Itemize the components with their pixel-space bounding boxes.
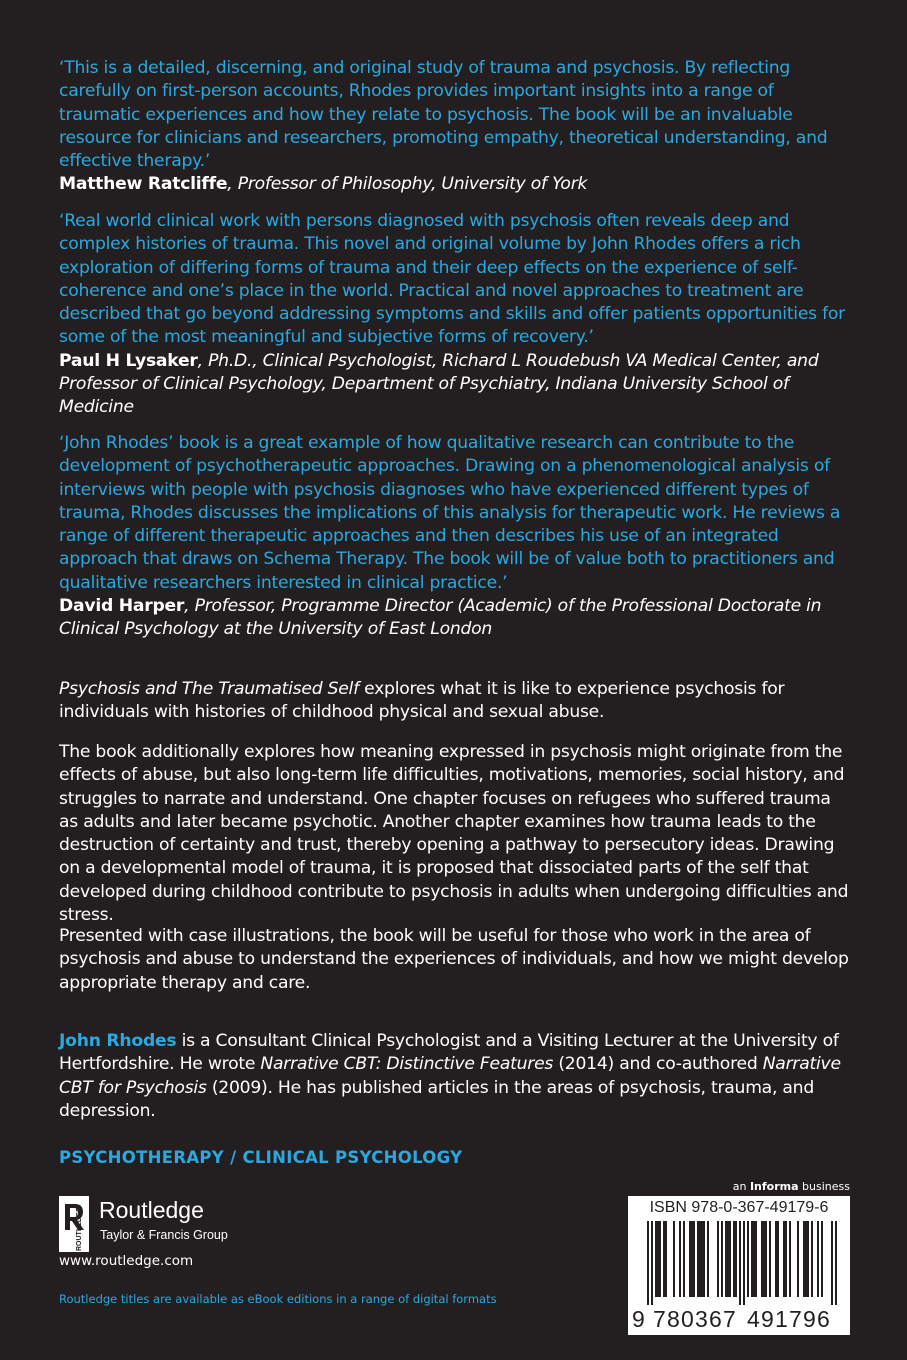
barcode-bar — [691, 1221, 693, 1297]
barcode-bar — [811, 1221, 813, 1297]
description-paragraph-2: The book additionally explores how meaning expressed in psychosis might originate from the effects of abuse, but also long-term life difficulties, motivations, memories, social history, and struggles to narrate and understand. One chapter focuses on refugees who suffered trauma as adults and later became psychotic. Another chapter examines how trauma leads to the destruction of certainty and trust, thereby opening a pathway to persecutory ideas. Drawing on a developmental model of trauma, it is proposed that dissociated parts of the self that developed during childhood contribute to psychosis in adults when undergoing difficulties and stress. — [59, 742, 849, 926]
isbn-barcode — [628, 1196, 850, 1335]
barcode-bar — [689, 1221, 691, 1297]
barcode-bar — [663, 1221, 665, 1297]
author-name: John Rhodes — [59, 1031, 177, 1051]
description-text: explores what it is like to experience psychosis for individuals with histories of childhood physical and sexual abuse. — [59, 679, 785, 723]
reviewer-affiliation: , Professor, Programme Director (Academic) of the Professional Doctorate in Clinical Psychology at the University of East London — [59, 596, 822, 640]
barcode-digit: 7 — [789, 1306, 802, 1332]
informa-suffix: business — [798, 1180, 850, 1193]
barcode-digit: 0 — [681, 1306, 694, 1332]
vertical-logo-text: ROUTLEDGE — [76, 1207, 83, 1251]
barcode-bar — [701, 1221, 703, 1297]
barcode-bar — [785, 1221, 787, 1297]
barcode-digit: 9 — [761, 1306, 774, 1332]
barcode-bar — [797, 1221, 799, 1297]
barcode-bar — [803, 1221, 805, 1297]
barcode-bar — [659, 1221, 661, 1297]
quote-text: ‘This is a detailed, discerning, and original study of trauma and psychosis. By reflecting carefully on first-person accounts, Rhodes provides important insights into a range of traumatic experiences and how they relate to psychosis. The book will be an invaluable resource for clinicians and researchers, promoting empathy, theoretical understanding, and effective therapy.’ — [59, 58, 828, 172]
bio-book-title: Narrative CBT for Psychosis — [59, 1054, 841, 1098]
barcode-bar — [821, 1221, 823, 1297]
bio-book-title: Narrative CBT: Distinctive Features — [260, 1054, 554, 1075]
reviewer-name: David Harper — [59, 596, 185, 617]
barcode-bar — [743, 1221, 745, 1305]
bio-text: is a Consultant Clinical Psychologist and a Visiting Lecturer at the University of Hertfordshire. He wrote — [59, 1031, 839, 1075]
barcode-bar — [655, 1221, 657, 1297]
barcode-bar — [729, 1221, 731, 1297]
barcode-digit: 6 — [709, 1306, 722, 1332]
barcode-bar — [647, 1221, 649, 1305]
author-bio — [59, 1030, 854, 1123]
barcode-digit: 1 — [775, 1306, 788, 1332]
barcode-bar — [717, 1221, 719, 1297]
barcode-bar — [755, 1221, 757, 1297]
barcode-bar — [805, 1221, 807, 1297]
barcode-bar — [697, 1221, 699, 1297]
informa-prefix: an — [732, 1180, 750, 1193]
barcode-digit: 4 — [747, 1306, 760, 1332]
reviewer-affiliation: , Professor of Philosophy, University of York — [227, 174, 588, 195]
isbn-label: ISBN 978-0-367-49179-6 — [649, 1199, 829, 1216]
description-paragraph-1 — [59, 678, 854, 725]
barcode-bar — [733, 1221, 735, 1297]
barcode-bar — [679, 1221, 681, 1297]
barcode-digit: 3 — [695, 1306, 708, 1332]
routledge-logo-icon — [59, 1196, 89, 1252]
publisher-logo — [59, 1196, 259, 1252]
publisher-name: Routledge — [99, 1197, 204, 1223]
barcode-bar — [725, 1221, 727, 1297]
reviewer-name: Paul H Lysaker — [59, 350, 198, 371]
barcode-bar — [699, 1221, 701, 1297]
barcode-bar — [693, 1221, 695, 1297]
barcode-digit: 7 — [723, 1306, 736, 1332]
barcode-bar — [763, 1221, 765, 1297]
book-title: Psychosis and The Traumatised Self — [59, 679, 359, 699]
reviewer-affiliation: , Ph.D., Clinical Psychologist, Richard L Roudebush VA Medical Center, and Professor of Clinical Psychology, Department of Psychiatry, Indiana University School of Medicine — [59, 350, 819, 418]
barcode-bar — [807, 1221, 809, 1297]
barcode-bar — [761, 1221, 763, 1297]
barcode-bar — [831, 1221, 833, 1305]
barcode-bar — [683, 1221, 685, 1297]
barcode-bar — [739, 1221, 741, 1305]
reviewer-name: Matthew Ratcliffe — [59, 174, 228, 195]
barcode-bar — [651, 1221, 653, 1305]
barcode-bar — [817, 1221, 819, 1297]
barcode-digit: 9 — [803, 1306, 816, 1332]
quote-attribution — [59, 351, 818, 418]
barcode-bar — [765, 1221, 767, 1297]
barcode-digit: 6 — [817, 1306, 830, 1332]
review-quote-3 — [59, 432, 851, 642]
review-quote-1 — [59, 57, 851, 197]
bio-text: (2014) and co-authored — [553, 1054, 763, 1075]
quote-attribution — [59, 596, 821, 639]
quote-text: ‘Real world clinical work with persons diagnosed with psychosis often reveals deep and complex histories of trauma. This novel and original volume by John Rhodes offers a rich exploration of differing forms of trauma and their deep effects on the experience of self-coherence and one’s place in the world. Practical and novel approaches to treatment are described that go beyond addressing symptoms and skills and offer patients opportunities for some of the most meaningful and subjective forms of recovery.’ — [59, 211, 845, 348]
quote-text: ‘John Rhodes’ book is a great example of how qualitative research can contribute to the development of psychotherapeutic approaches. Drawing on a phenomenological analysis of interviews with people with psychosis diagnoses who have experienced different types of trauma, Rhodes discusses the implications of this analysis for therapeutic work. He reviews a range of different therapeutic approaches and then describes his use of an integrated approach that draws on Schema Therapy. The book will be of value both to practitioners and qualitative researchers interested in clinical practice.’ — [59, 433, 841, 593]
barcode-bar — [703, 1221, 705, 1297]
barcode-digit: 8 — [667, 1306, 680, 1332]
subject-category: PSYCHOTHERAPY / CLINICAL PSYCHOLOGY — [59, 1148, 463, 1167]
barcode-digit: 9 — [632, 1306, 645, 1332]
barcode-bar — [775, 1221, 777, 1297]
ebook-note: Routledge titles are available as eBook editions in a range of digital formats — [59, 1292, 497, 1306]
barcode-bar — [665, 1221, 667, 1297]
barcode-bar — [735, 1221, 737, 1297]
publisher-website: www.routledge.com — [59, 1253, 194, 1269]
barcode-bar — [769, 1221, 771, 1297]
barcode-bar — [751, 1221, 753, 1297]
barcode-bar — [657, 1221, 659, 1297]
barcode-bar — [721, 1221, 723, 1297]
informa-tagline — [733, 1180, 850, 1193]
barcode-bar — [673, 1221, 675, 1297]
barcode-bar — [835, 1221, 837, 1305]
barcode-bar — [789, 1221, 791, 1297]
description-paragraph-3: Presented with case illustrations, the book will be useful for those who work in the area of psychosis and abuse to understand the experiences of individuals, and how we might develop appropriate therapy and care. — [59, 926, 849, 993]
bio-text: (2009). He has published articles in the areas of psychosis, trauma, and depression. — [59, 1077, 814, 1121]
informa-name: Informa — [749, 1180, 799, 1193]
barcode-bar — [753, 1221, 755, 1297]
barcode-bar — [777, 1221, 779, 1297]
publisher-group: Taylor & Francis Group — [100, 1228, 228, 1242]
barcode-digit: 7 — [653, 1306, 666, 1332]
quote-attribution — [59, 174, 587, 194]
barcode-bar — [747, 1221, 749, 1297]
barcode-bar — [727, 1221, 729, 1297]
review-quote-2 — [59, 210, 851, 420]
barcode-bar — [783, 1221, 785, 1297]
barcode-bars — [634, 1221, 844, 1307]
barcode-bar — [707, 1221, 709, 1297]
